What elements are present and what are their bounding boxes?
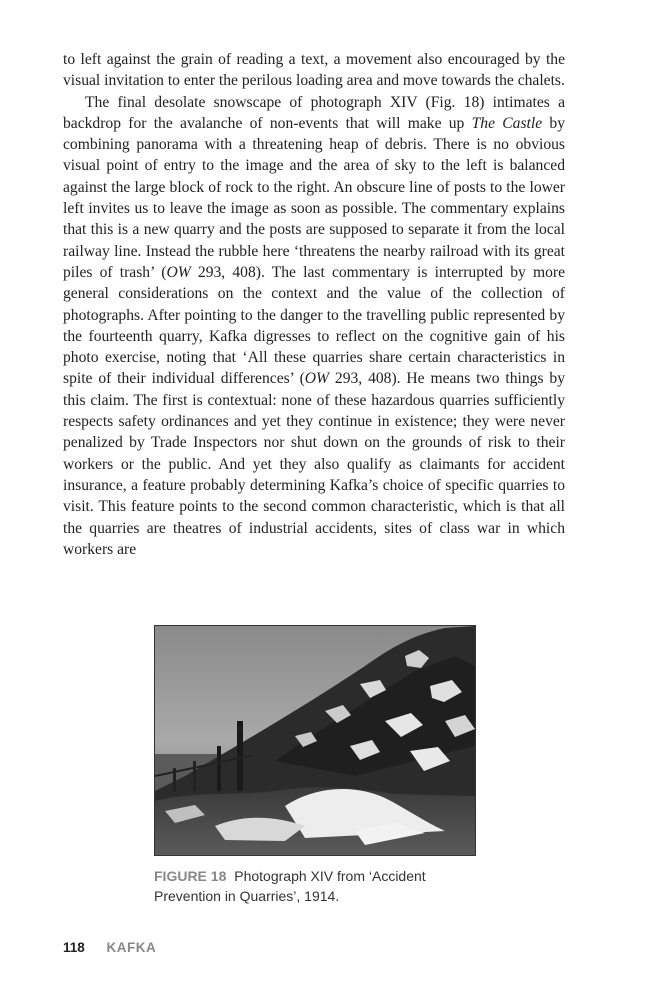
citation-abbrev-italic: OW bbox=[304, 370, 330, 388]
paragraph-2 bbox=[63, 92, 565, 561]
paragraph-1-text: to left against the grain of reading a text, a movement also encouraged by the visual invitation to enter the perilous loading area and move towards the chalets. bbox=[63, 51, 565, 90]
page-footer bbox=[63, 940, 156, 955]
quarry-photograph bbox=[154, 625, 476, 856]
figure-label: FIGURE 18 bbox=[154, 868, 227, 884]
quarry-photograph-image bbox=[155, 626, 475, 855]
paragraph-2-text: 293, 408). He means two things by this claim. The first is contextual: none of these hazardous quarries sufficiently respects safety ordinances and yet they continue in existence; they were never penalized by Trade Inspectors nor shut down on the grounds of risk to their workers or the public. And yet they also qualify as claimants for accident insurance, a feature probably determining Kafka’s choice of specific quarries to visit. This feature points to the second common characteristic, which is that all the quarries are theatres of industrial accidents, sites of class war in which workers are bbox=[63, 370, 565, 558]
page-number: 118 bbox=[63, 940, 85, 955]
paragraph-1 bbox=[63, 49, 565, 92]
figure-caption-text: Photograph XIV from ‘Accident Prevention in Quarries’, 1914. bbox=[154, 868, 426, 904]
citation-abbrev-italic: OW bbox=[166, 263, 191, 281]
paragraph-2-text: by combining panorama with a threatening heap of debris. There is no obvious visual point of entry to the image and the area of sky to the left is balanced against the large block of rock to the right. An obscure line of posts to the lower left invites us to leave the image as soon as possible. The commentary explains that this is a new quarry and the posts are supposed to separate it from the local railway line. Instead the rubble here ‘threatens the nearby railroad with its great piles of trash’ ( bbox=[63, 114, 565, 281]
paragraph-2-text: 293, 408). The last commentary is interrupted by more general considerations on the context and the value of the collection of photographs. After pointing to the danger to the travelling public represented by the fourteenth quarry, Kafka digresses to reflect on the cognitive gain of his photo exercise, noting that ‘All these quarries share certain characteristics in spite of their individual differences’ ( bbox=[63, 263, 565, 388]
body-text bbox=[63, 49, 565, 560]
running-head: KAFKA bbox=[106, 940, 157, 955]
paragraph-2-text: The final desolate snowscape of photograph XIV (Fig. 18) intimates a backdrop for the avalanche of non-events that will make up bbox=[63, 93, 565, 132]
book-title-italic: The Castle bbox=[471, 114, 543, 132]
figure-caption bbox=[154, 866, 484, 906]
